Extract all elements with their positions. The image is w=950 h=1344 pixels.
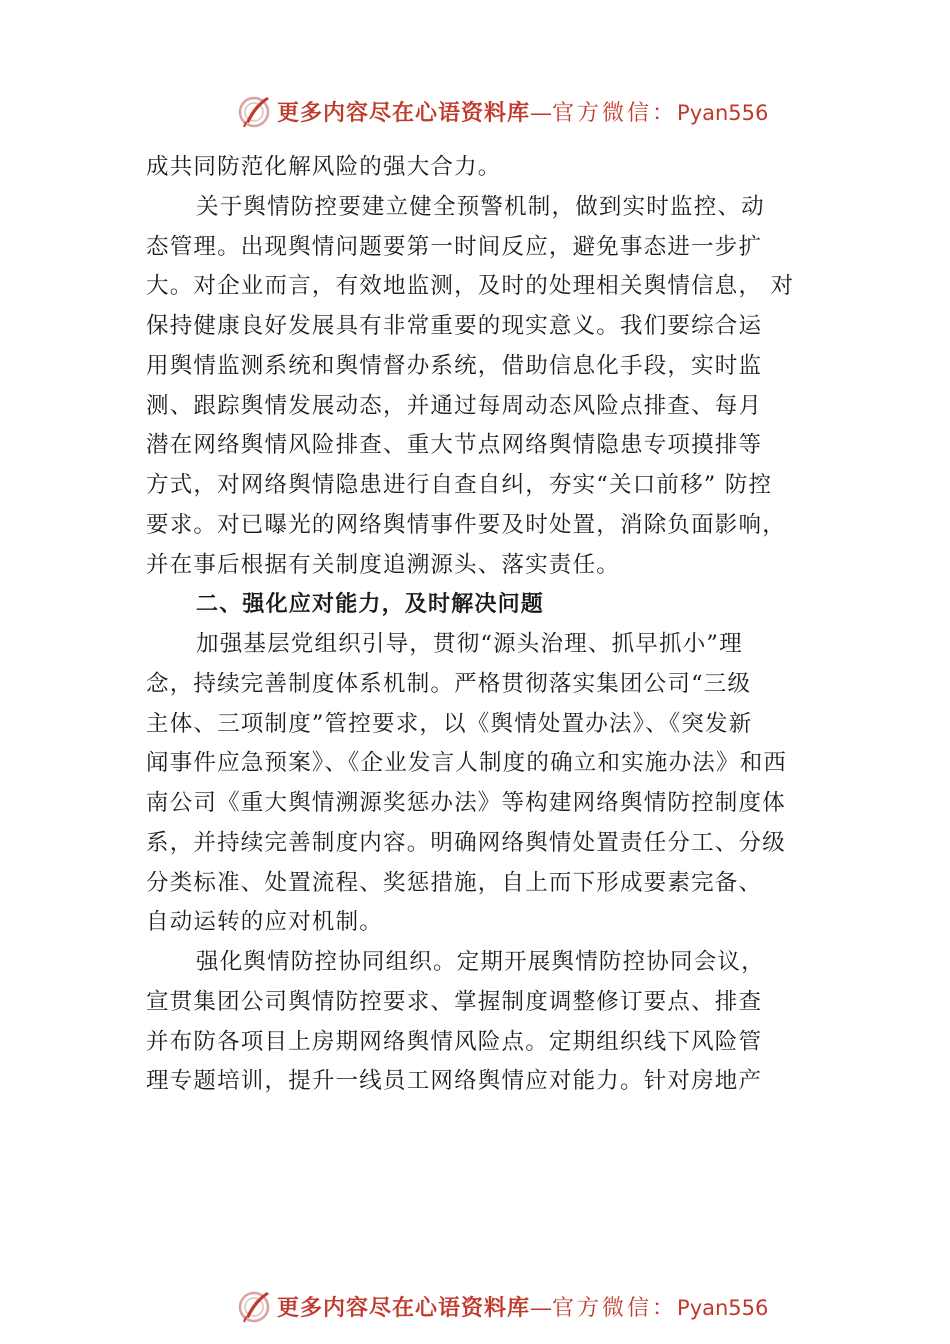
- header-banner: [0, 94, 950, 134]
- text-line: 测、跟踪舆情发展动态，并通过每周动态风险点排查、每月: [146, 392, 763, 419]
- banner-wechat-id: Pyan556: [677, 101, 769, 125]
- text-line: 理专题培训，提升一线员工网络舆情应对能力。针对房地产: [146, 1068, 763, 1095]
- text-line: 保持健康良好发展具有非常重要的现实意义。我们要综合运: [146, 313, 763, 339]
- text-line: 并在事后根据有关制度追溯源头、落实责任。: [146, 551, 621, 578]
- banner-dash: —: [530, 101, 553, 126]
- banner-brand: 更多内容尽在心语资料库: [277, 1295, 531, 1321]
- text-line: 成共同防范化解风险的强大合力。: [146, 154, 502, 180]
- text-line: 大。对企业而言，有效地监测，及时的处理相关舆情信息， 对: [146, 273, 795, 300]
- text-line: 强化舆情防控协同组织。定期开展舆情防控协同会议，: [196, 949, 765, 975]
- text-line: 主体、三项制度”管控要求，以《舆情处置办法》、《突发新: [146, 710, 753, 737]
- text-line: 自动运转的应对机制。: [146, 909, 384, 936]
- text-line: 宣贯集团公司舆情防控要求、掌握制度调整修订要点、排查: [146, 988, 763, 1015]
- text-line: 分类标准、处置流程、奖惩措施，自上而下形成要素完备、: [146, 869, 763, 896]
- text-line: 南公司《重大舆情溯源奖惩办法》等构建网络舆情防控制度体: [146, 790, 786, 816]
- section-heading: 二、强化应对能力，及时解决问题: [196, 592, 545, 618]
- quill-logo-icon: [237, 94, 273, 130]
- text-line: 系，并持续完善制度内容。明确网络舆情处置责任分工、分级: [146, 829, 786, 856]
- text-line: 方式，对网络舆情隐患进行自查自纠，夯实“关口前移” 防控: [146, 472, 773, 498]
- text-line: 态管理。出现舆情问题要第一时间反应，避免事态进一步扩: [146, 233, 763, 260]
- text-line: 要求。对已曝光的网络舆情事件要及时处置，消除负面影响，: [146, 511, 786, 538]
- footer-banner: [0, 1289, 950, 1329]
- text-line: 闻事件应急预案》、《企业发言人制度的确立和实施办法》和西: [146, 750, 788, 777]
- document-body: [146, 148, 822, 1102]
- quill-logo-icon: [237, 1289, 273, 1325]
- text-line: 潜在网络舆情风险排查、重大节点网络舆情隐患专项摸排等: [146, 432, 763, 459]
- banner-official: 官方微信：: [552, 101, 678, 126]
- text-line: 关于舆情防控要建立健全预警机制，做到实时监控、动: [196, 193, 765, 220]
- banner-official: 官方微信：: [552, 1296, 678, 1321]
- banner-dash: —: [530, 1296, 553, 1321]
- text-line: 用舆情监测系统和舆情督办系统，借助信息化手段，实时监: [146, 352, 763, 379]
- banner-wechat-id: Pyan556: [677, 1296, 769, 1320]
- text-line: 念，持续完善制度体系机制。严格贯彻落实集团公司“三级: [146, 670, 752, 697]
- text-line: 并布防各项目上房期网络舆情风险点。定期组织线下风险管: [146, 1028, 763, 1055]
- text-line: 加强基层党组织引导，贯彻“源头治理、抓早抓小”理: [196, 631, 743, 657]
- banner-brand: 更多内容尽在心语资料库: [277, 100, 531, 126]
- banner-text: [277, 1293, 768, 1324]
- banner-text: [277, 98, 768, 129]
